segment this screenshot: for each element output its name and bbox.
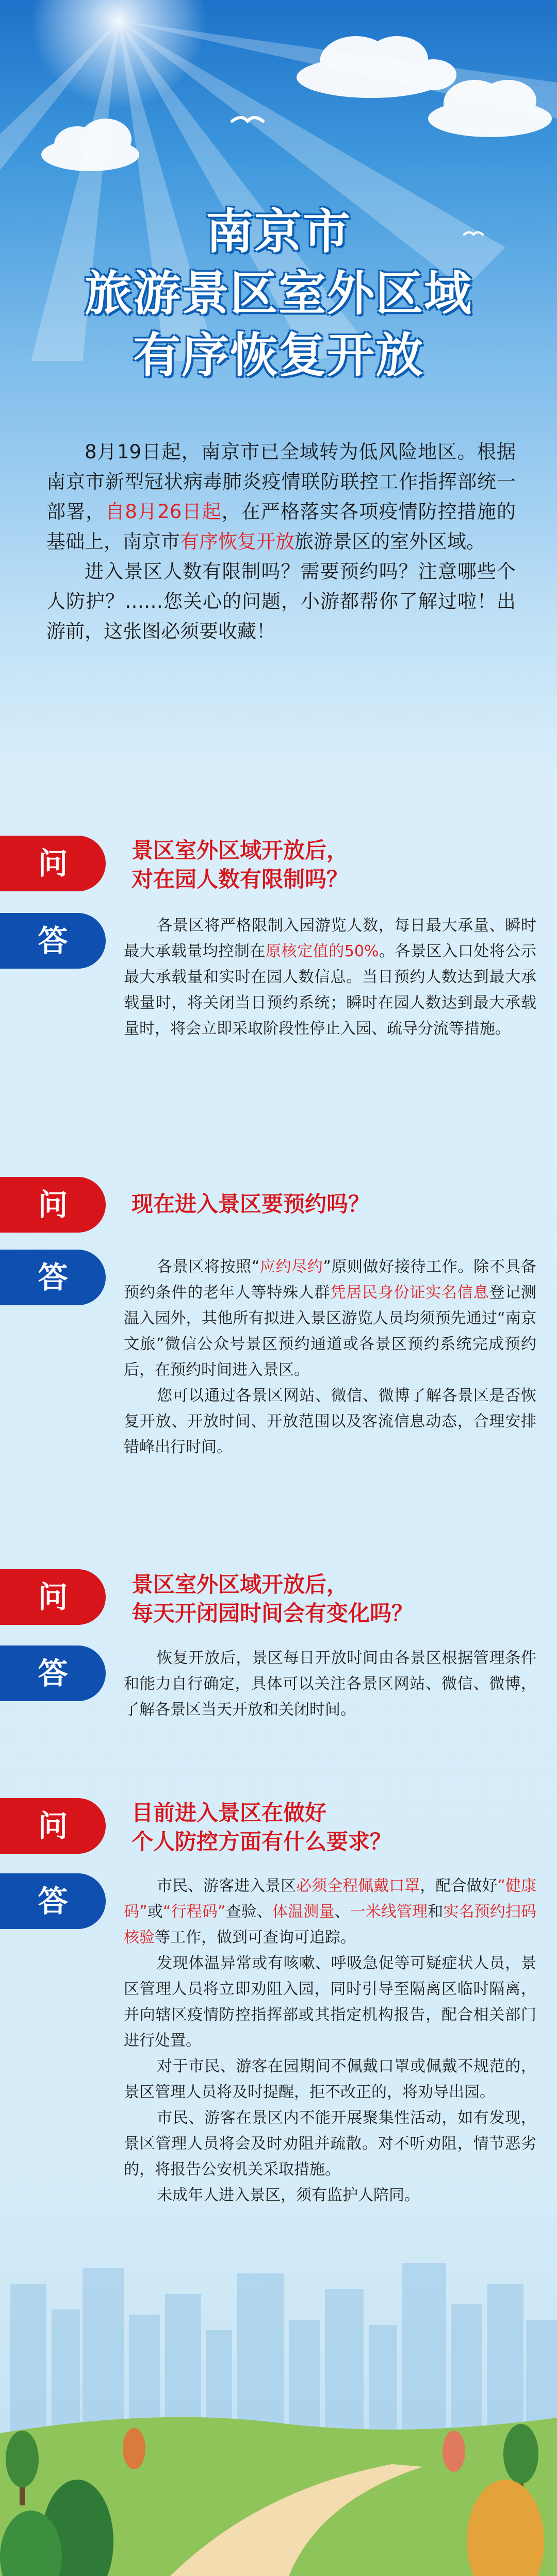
question-tag: 问 [0, 1569, 106, 1625]
park-illustration [0, 2253, 557, 2576]
answer-1: 各景区将严格限制入园游览人数，每日最大承量、瞬时最大承载量均控制在原核定值的50%。各景区入口处将公示最大承载量和实时在园人数信息。当日预约人数达到最大承载量时，将关闭当日预约系统；瞬时在园人数达到最大承载量时，将会立即采取阶段性停止入园、疏导分流等措施。 [124, 917, 536, 1038]
question-2: 现在进入景区要预约吗？ [132, 1191, 370, 1217]
answer-3: 恢复开放后，景区每日开放时间由各景区根据管理条件和能力自行确定，具体可以关注各景区网站、微信、微博，了解各景区当天开放和关闭时间。 [124, 1649, 536, 1719]
title-line-2: 旅游景区室外区域 [84, 266, 472, 321]
cloud-icon [41, 119, 139, 171]
answer-tag: 答 [0, 1646, 106, 1701]
question-tag: 问 [0, 836, 106, 891]
answer-4: 市民、游客进入景区必须全程佩戴口罩，配合做好“健康码”或“行程码”查验、体温测量、一米线管理和实名预约扫码核验等工作，做到可查询可追踪。 发现体温异常或有咳嗽、呼吸急促等可疑症状人员，景区管理人员将立即劝阻入园，同时引导至隔离区临时隔离，并向辖区疫情防控指挥部或其指定机构报告，配合相关部门进行处置。 对于市民、游客在园期间不佩戴口罩或佩戴不规范的，景区管理人员将及时提醒，拒不改正的，将劝导出园。 市民、游客在景区内不能开展聚集性活动，如有发现，景区管理人员将会及时劝阻并疏散。对不听劝阻，情节恶劣的，将报告公安机关采取措施。 未成年人进入景区，须有监护人陪同。 [124, 1877, 537, 2204]
answer-2: 各景区将按照“应约尽约”原则做好接待工作。除不具备预约条件的老年人等特殊人群凭居民身份证实名信息登记测温入园外，其他所有拟进入景区游览人员均须预先通过“南京文旅”微信公众号景区预约通道或各景区预约系统完成预约后，在预约时间进入景区。 您可以通过各景区网站、微信、微博了解各景区是否恢复开放、开放时间、开放范围以及客流信息动态，合理安排错峰出行时间。 [124, 1258, 537, 1456]
title-line-1: 南京市 [205, 204, 351, 259]
answer-tag: 答 [0, 1873, 106, 1929]
question-tag: 问 [0, 1177, 106, 1233]
intro-text [46, 437, 516, 646]
city-skyline-icon [10, 2263, 557, 2449]
title-line-3: 有序恢复开放 [133, 328, 424, 383]
intro-paragraph-2: 进入景区人数有限制吗？需要预约吗？注意哪些个人防护？……您关心的问题，小游都帮你了解过啦！出游前，这张图必须要收藏！ [46, 560, 516, 642]
question-3: 景区室外区域开放后， 每天开闭园时间会有变化吗？ [132, 1572, 414, 1626]
answer-tag: 答 [0, 913, 106, 969]
cloud-icon [297, 36, 456, 98]
intro-paragraph-1: 8月19日起，南京市已全域转为低风险地区。根据南京市新型冠状病毒肺炎疫情联防联控工作指挥部统一部署，自8月26日起，在严格落实各项疫情防控措施的基础上，南京市有序恢复开放旅游景区的室外区域。 [46, 441, 516, 553]
question-tag: 问 [0, 1798, 106, 1854]
question-4: 目前进入景区在做好 个人防控方面有什么要求？ [132, 1800, 392, 1854]
question-1: 景区室外区域开放后， 对在园人数有限制吗？ [132, 838, 349, 892]
answer-tag: 答 [0, 1250, 106, 1305]
